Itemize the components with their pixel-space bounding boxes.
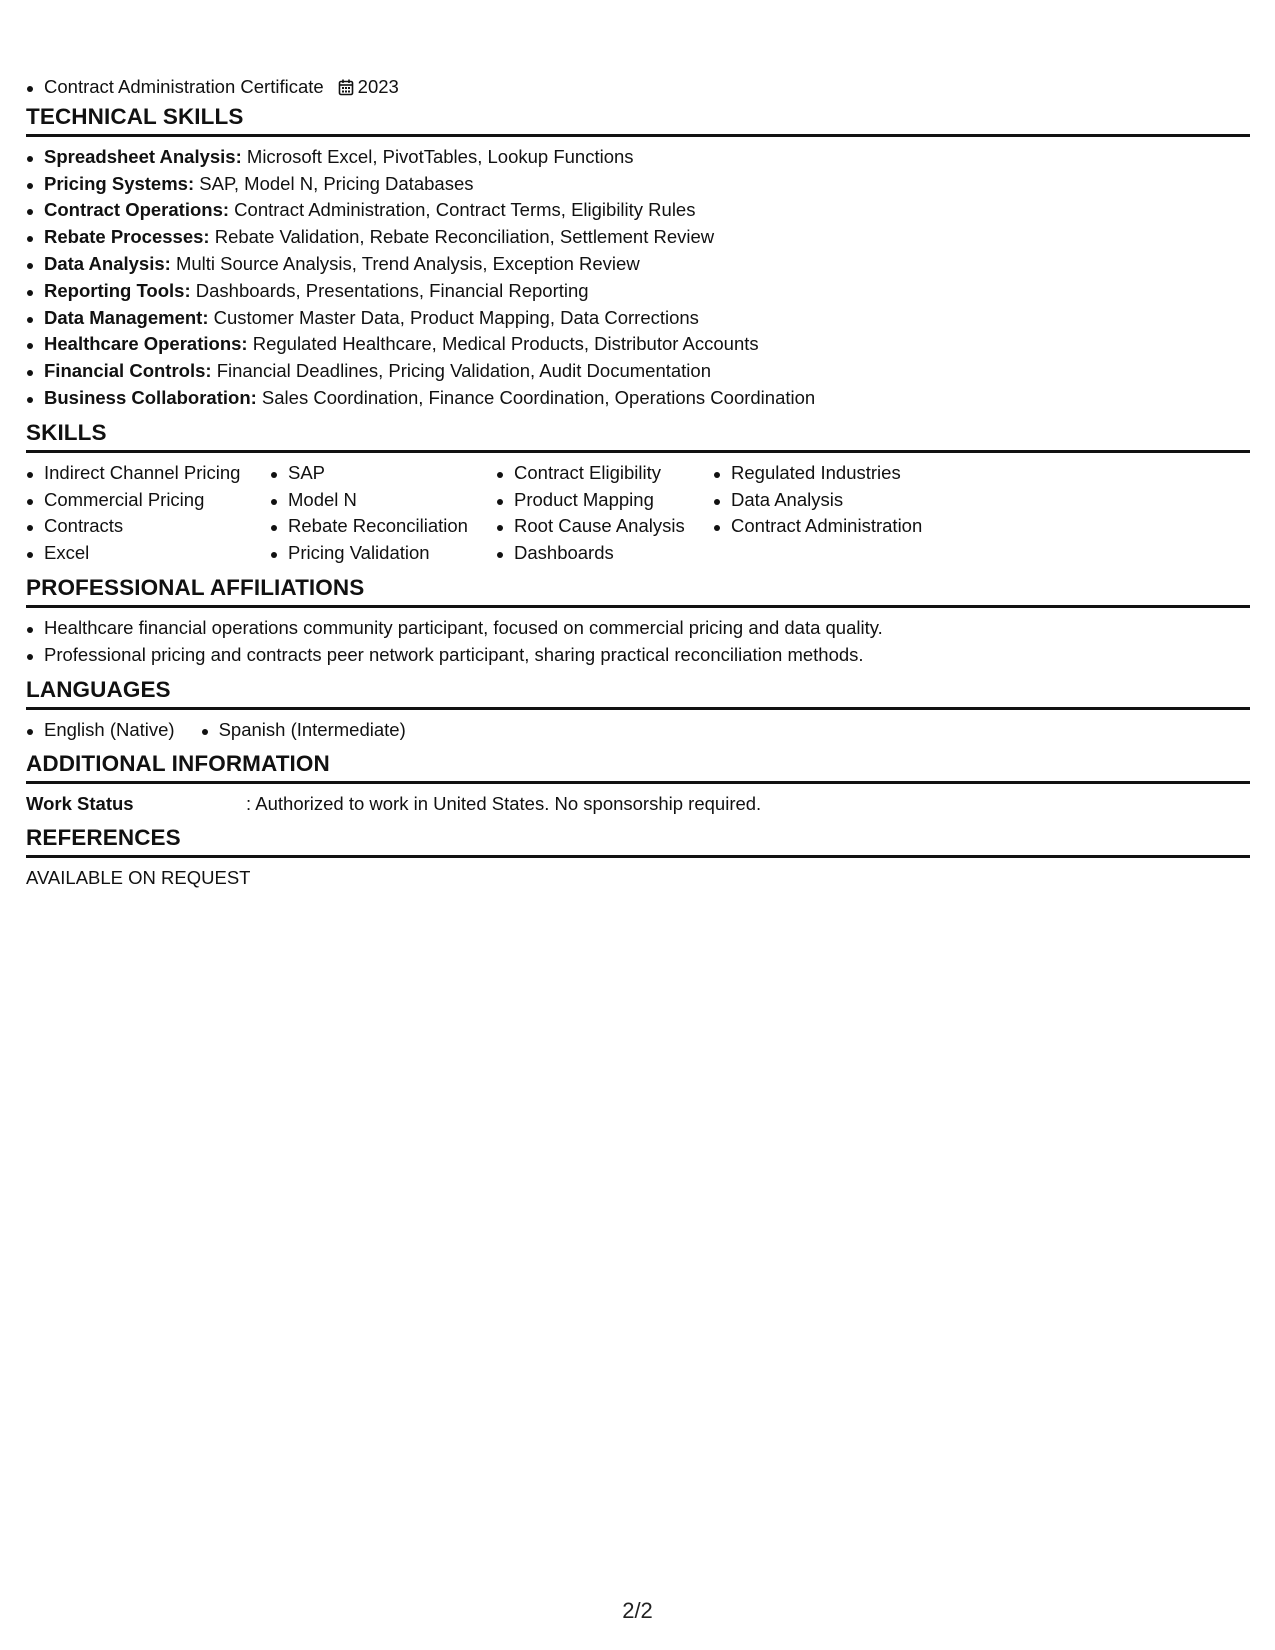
work-status-row: [26, 791, 1250, 817]
skill-item: Model N: [270, 487, 472, 514]
skill-item: Dashboards: [496, 540, 689, 567]
work-status-label: Work Status: [26, 793, 134, 815]
skill-item: SAP: [270, 460, 472, 487]
skill-category-text: Multi Source Analysis, Trend Analysis, Exception Review: [175, 252, 640, 274]
skills-column: [26, 460, 246, 567]
skill-category-label: Reporting Tools:: [44, 279, 191, 301]
skill-item: Commercial Pricing: [26, 487, 246, 514]
list-item: [26, 358, 1250, 385]
certifications-list: [26, 74, 1250, 104]
skill-category-label: Pricing Systems:: [44, 172, 195, 194]
affiliations-section: [26, 575, 1250, 669]
skill-category-label: Financial Controls:: [44, 360, 212, 382]
skill-category-label: Healthcare Operations:: [44, 333, 248, 355]
skill-item: Regulated Industries: [713, 460, 953, 487]
affiliations-heading: PROFESSIONAL AFFILIATIONS: [26, 575, 1250, 608]
skill-item: Root Cause Analysis: [496, 513, 689, 540]
skill-item: Indirect Channel Pricing: [26, 460, 246, 487]
skill-item: Pricing Validation: [270, 540, 472, 567]
calendar-icon: [338, 77, 354, 104]
list-item: [26, 385, 1250, 412]
list-item: [26, 278, 1250, 305]
list-item: [26, 144, 1250, 171]
skill-category-label: Data Management:: [44, 306, 209, 328]
skill-item: Contract Eligibility: [496, 460, 689, 487]
certification-item: [26, 74, 1250, 104]
affiliations-list: [26, 615, 1250, 669]
skill-category-label: Spreadsheet Analysis:: [44, 145, 242, 167]
additional-info-section: [26, 751, 1250, 817]
list-item: [26, 251, 1250, 278]
resume-page: [26, 74, 1250, 891]
skill-category-text: Sales Coordination, Finance Coordination, Operations Coordination: [261, 386, 816, 408]
skill-item: Rebate Reconciliation: [270, 513, 472, 540]
language-item: English (Native): [26, 717, 175, 744]
technical-skills-section: [26, 104, 1250, 412]
skills-heading: SKILLS: [26, 420, 1250, 453]
skill-item: Contract Administration: [713, 513, 953, 540]
work-status-value: : Authorized to work in United States. No sponsorship required.: [246, 793, 762, 815]
skills-column: [713, 460, 953, 567]
skills-grid: [26, 460, 1250, 567]
language-item: Spanish (Intermediate): [201, 717, 406, 744]
skill-category-text: Rebate Validation, Rebate Reconciliation, Settlement Review: [214, 226, 715, 248]
technical-skills-heading: TECHNICAL SKILLS: [26, 104, 1250, 137]
skill-category-label: Contract Operations:: [44, 199, 230, 221]
skills-column: [270, 460, 472, 567]
skills-section: [26, 420, 1250, 567]
skill-item: Excel: [26, 540, 246, 567]
list-item: [26, 197, 1250, 224]
technical-skills-list: [26, 144, 1250, 412]
skill-item: Product Mapping: [496, 487, 689, 514]
skill-category-label: Rebate Processes:: [44, 226, 210, 248]
skill-item: Data Analysis: [713, 487, 953, 514]
skill-category-label: Data Analysis:: [44, 252, 171, 274]
references-text: AVAILABLE ON REQUEST: [26, 867, 251, 889]
skill-category-text: Microsoft Excel, PivotTables, Lookup Functions: [246, 145, 634, 167]
languages-heading: LANGUAGES: [26, 677, 1250, 710]
skill-category-text: Regulated Healthcare, Medical Products, Distributor Accounts: [252, 333, 759, 355]
page-number: 2/2: [622, 1598, 653, 1623]
references-section: [26, 825, 1250, 891]
references-heading: REFERENCES: [26, 825, 1250, 858]
list-item: [26, 305, 1250, 332]
languages-list: [26, 717, 1250, 744]
skill-category-text: Contract Administration, Contract Terms, Eligibility Rules: [234, 199, 696, 221]
list-item: [26, 224, 1250, 251]
skill-category-label: Business Collaboration:: [44, 386, 257, 408]
certification-year: 2023: [357, 76, 399, 97]
skill-category-text: SAP, Model N, Pricing Databases: [199, 172, 474, 194]
list-item: [26, 331, 1250, 358]
skill-category-text: Financial Deadlines, Pricing Validation, Audit Documentation: [216, 360, 711, 382]
list-item: [26, 171, 1250, 198]
skill-category-text: Customer Master Data, Product Mapping, Data Corrections: [213, 306, 699, 328]
certification-name: Contract Administration Certificate: [44, 76, 324, 97]
affiliation-item: Healthcare financial operations community participant, focused on commercial pricing and data quality.: [26, 615, 1250, 642]
languages-section: [26, 677, 1250, 744]
skill-item: Contracts: [26, 513, 246, 540]
skill-category-text: Dashboards, Presentations, Financial Reporting: [195, 279, 589, 301]
skills-column: [496, 460, 689, 567]
affiliation-item: Professional pricing and contracts peer network participant, sharing practical reconciliation methods.: [26, 642, 1250, 669]
additional-info-heading: ADDITIONAL INFORMATION: [26, 751, 1250, 784]
